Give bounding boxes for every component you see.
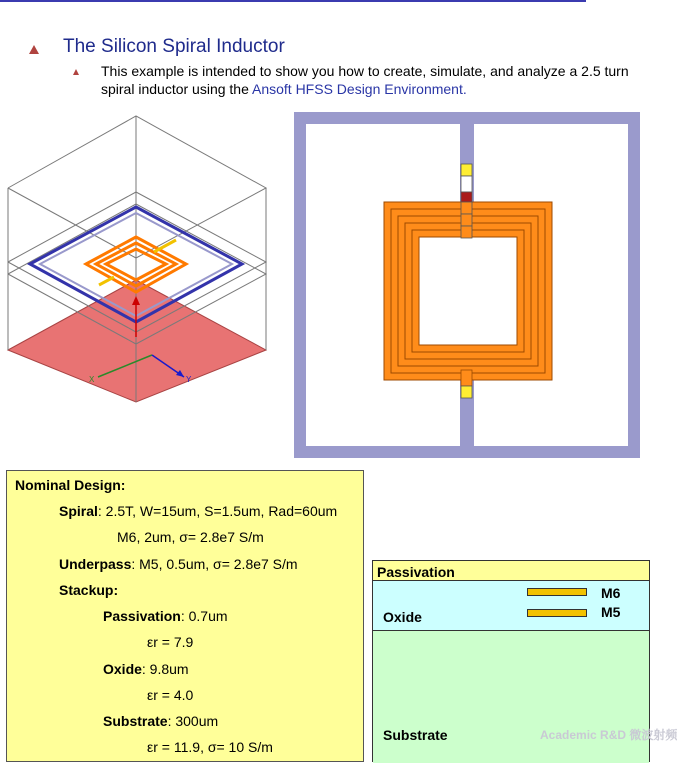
passivation-er: εr = 7.9 — [147, 634, 194, 650]
passivation-layer-label: Passivation — [377, 564, 455, 580]
bottom-port — [461, 386, 472, 398]
stackup-heading: Stackup: — [59, 582, 119, 598]
isometric-model-view — [4, 112, 276, 402]
slide-description — [101, 62, 641, 98]
substrate-layer-label: Substrate — [383, 727, 448, 743]
passivation-spec: Passivation: 0.7um — [103, 608, 228, 624]
spiral-spec-line2: M6, 2um, σ= 2.8e7 S/m — [117, 529, 264, 545]
substrate-er: εr = 11.9, σ= 10 S/m — [147, 739, 273, 755]
description-highlight: Ansoft HFSS Design Environment. — [251, 81, 467, 97]
spiral-layout-view — [294, 112, 640, 458]
underpass-spec: Underpass: M5, 0.5um, σ= 2.8e7 S/m — [59, 556, 298, 572]
watermark-logo: Academic R&D 微波射频 — [540, 728, 677, 742]
m6-metal — [527, 588, 587, 596]
m5-metal — [527, 609, 587, 617]
top-rule — [0, 0, 586, 2]
y-axis-label: Y — [186, 375, 192, 384]
feed-stack — [461, 164, 472, 238]
slide-title: The Silicon Spiral Inductor — [63, 36, 285, 57]
bottom-lead — [461, 370, 472, 386]
design-heading: Nominal Design: — [15, 477, 126, 493]
substrate-layer — [373, 631, 649, 763]
sub-bullet-icon — [73, 69, 79, 75]
bullet-icon — [29, 45, 39, 54]
oxide-spec: Oxide: 9.8um — [103, 661, 189, 677]
m5-label: M5 — [601, 604, 621, 620]
spiral-spec: Spiral: 2.5T, W=15um, S=1.5um, Rad=60um — [59, 503, 338, 519]
nominal-design-panel — [6, 470, 364, 762]
m6-label: M6 — [601, 585, 621, 601]
oxide-er: εr = 4.0 — [147, 687, 194, 703]
description-lead: This example is intended to show you how to create, simulate, and analyze a 2.5 turn spiral inductor using the — [101, 63, 629, 97]
substrate-spec: Substrate: 300um — [103, 713, 219, 729]
x-axis-label: X — [89, 375, 95, 384]
oxide-layer-label: Oxide — [383, 609, 422, 625]
